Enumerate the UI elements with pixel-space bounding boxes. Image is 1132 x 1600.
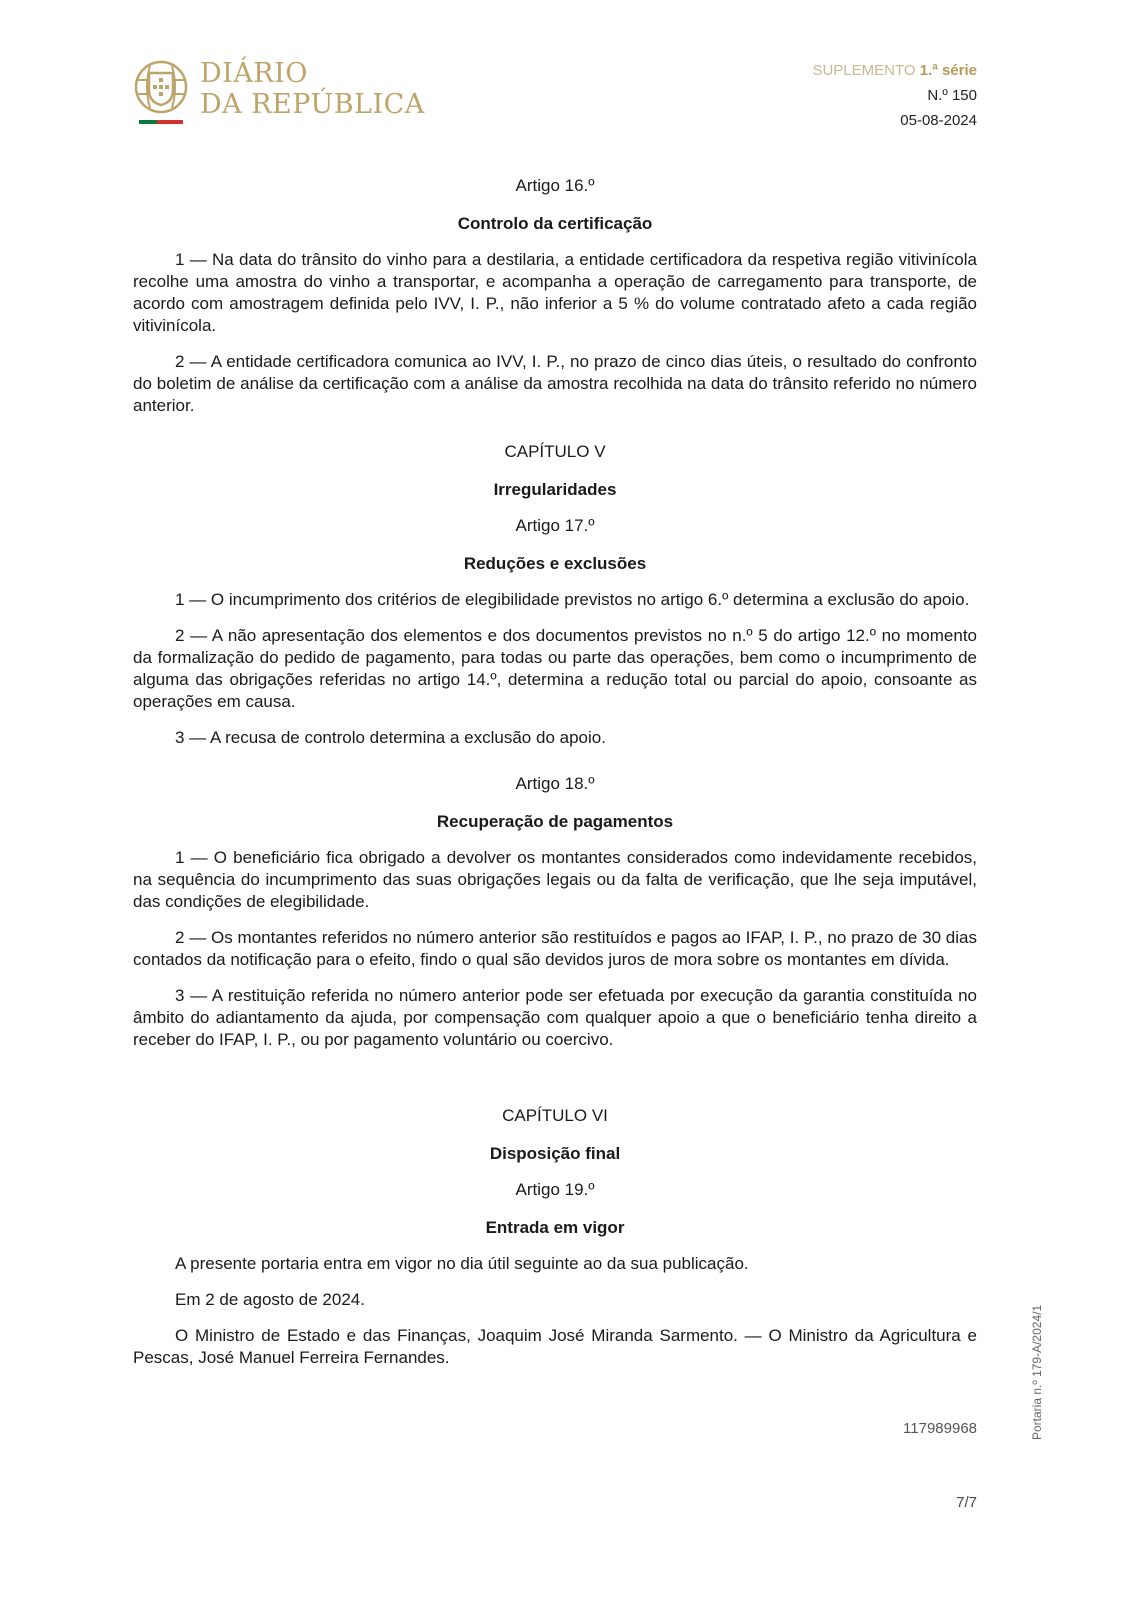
paragraph: 2 — A não apresentação dos elementos e dos documentos previstos no n.º 5 do artigo 12.º no momento da formalização do pedido de pagamento, para todas ou parte das operações, bem como o incumprimento de alguma das obrigações referidas no artigo 14.º, determina a redução total ou parcial do apoio, consoante as operações em causa. [133,626,977,711]
issue-date: 05-08-2024 [900,112,977,129]
logo-line-1: DIÁRIO [200,58,308,89]
article-19-heading: Artigo 19.º [515,1180,595,1199]
portaria-reference: Portaria n.º 179-A/2024/1 [1030,1304,1044,1440]
article-18-heading: Artigo 18.º [515,774,595,793]
article-18-title: Recuperação de pagamentos [436,812,674,831]
paragraph: 1 — Na data do trânsito do vinho para a destilaria, a entidade certificadora da respetiva região vitivinícola recolhe uma amostra do vinho a transportar, e acompanha a operação de carregamento para transporte, de acordo com amostragem definida pelo IVV, I. P., não inferior a 5 % do volume contratado afeto a cada região vitivinícola. [133,250,977,335]
supplement-text: SUPLEMENTO [812,62,916,79]
paragraph: 2 — Os montantes referidos no número anterior são restituídos e pagos ao IFAP, I. P., no prazo de 30 dias contados da notificação para o efeito, findo o qual são devidos juros de mora sobre os montantes em dívida. [133,928,977,969]
issue-number: N.º 150 [927,87,977,104]
article-19-title: Entrada em vigor [485,1218,625,1237]
series-text: 1.ª série [919,62,977,79]
paragraph: 2 — A entidade certificadora comunica ao IVV, I. P., no prazo de cinco dias úteis, o resultado do confronto do boletim de análise da certificação com a análise da amostra recolhida na data do trânsito referido no número anterior. [133,352,977,415]
document-body [133,175,977,1383]
coat-of-arms-icon [134,60,188,114]
article-16-title: Controlo da certificação [457,214,653,233]
paragraph: 3 — A recusa de controlo determina a exclusão do apoio. [175,728,606,747]
chapter-5-title: Irregularidades [493,480,617,499]
diario-da-republica-logo [134,58,434,128]
paragraph: 1 — O beneficiário fica obrigado a devolver os montantes considerados como indevidamente recebidos, na sequência do incumprimento das suas obrigações legais ou da falta de verificação, que lhe seja imputável, das condições de elegibilidade. [133,848,977,911]
chapter-6-heading: CAPÍTULO VI [502,1106,608,1125]
paragraph: 1 — O incumprimento dos critérios de elegibilidade previstos no artigo 6.º determina a exclusão do apoio. [175,590,970,609]
paragraph: 3 — A restituição referida no número anterior pode ser efetuada por execução da garantia constituída no âmbito do adiantamento da ajuda, por compensação com qualquer apoio a que o beneficiário tenha direito a receber do IFAP, I. P., ou por pagamento voluntário ou coercivo. [133,986,977,1049]
paragraph: A presente portaria entra em vigor no dia útil seguinte ao da sua publicação. [175,1254,749,1273]
page-number: 7/7 [956,1494,977,1511]
supplement-label [812,58,977,83]
signatures: O Ministro de Estado e das Finanças, Joaquim José Miranda Sarmento. — O Ministro da Agricultura e Pescas, José Manuel Ferreira Fernandes. [133,1326,977,1367]
logo-wordmark [200,58,425,120]
logo-line-2: DA REPÚBLICA [200,89,425,120]
article-17-heading: Artigo 17.º [515,516,595,535]
article-16-heading: Artigo 16.º [515,176,595,195]
chapter-5-heading: CAPÍTULO V [504,442,606,461]
publication-info [812,58,977,133]
document-code: 117989968 [903,1420,977,1437]
article-17-title: Reduções e exclusões [463,554,647,573]
chapter-6-title: Disposição final [489,1144,621,1163]
flag-stripe [139,120,183,124]
date-line: Em 2 de agosto de 2024. [175,1290,365,1309]
